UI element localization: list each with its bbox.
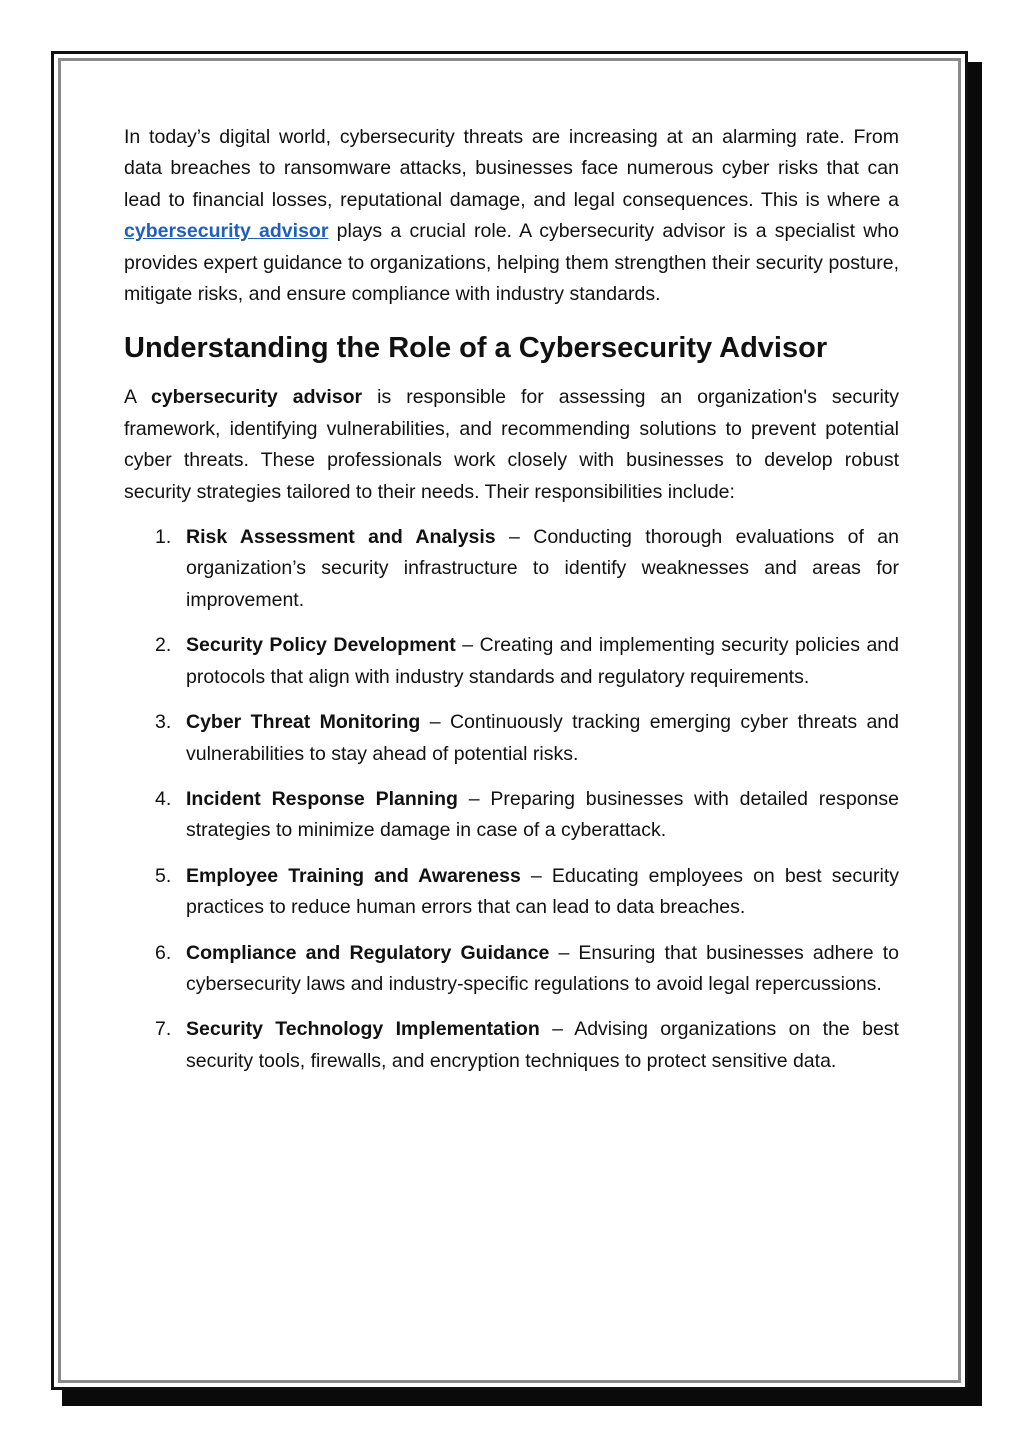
lead-prefix: A bbox=[124, 386, 151, 409]
list-item-title: Security Technology Implementation bbox=[186, 1018, 540, 1041]
list-number: 6. bbox=[155, 941, 172, 964]
list-number: 2. bbox=[155, 634, 172, 657]
list-item-text: – Ensuring that businesses adhere to cybersecurity laws and industry-specific regulations to avoid legal repercussions. bbox=[186, 941, 899, 995]
list-item bbox=[124, 707, 899, 770]
list-item-text: – Preparing businesses with detailed response strategies to minimize damage in case of a cyberattack. bbox=[186, 787, 899, 842]
lead-bold-term: cybersecurity advisor bbox=[150, 386, 363, 409]
document-body bbox=[124, 122, 899, 1091]
list-item bbox=[124, 630, 899, 693]
list-item-title: Employee Training and Awareness bbox=[186, 864, 521, 887]
list-number: 5. bbox=[155, 864, 172, 887]
intro-paragraph bbox=[124, 122, 899, 310]
list-item-title: Incident Response Planning bbox=[186, 787, 458, 810]
list-item-text: – Educating employees on best security practices to reduce human errors that can lead to data breaches. bbox=[186, 864, 899, 919]
list-item-text: – Continuously tracking emerging cyber threats and vulnerabilities to stay ahead of potential risks. bbox=[186, 711, 900, 765]
list-item-title: Cyber Threat Monitoring bbox=[186, 711, 421, 734]
list-item-title: Security Policy Development bbox=[186, 634, 456, 657]
list-item bbox=[124, 784, 899, 847]
cybersecurity-advisor-link[interactable]: cybersecurity advisor bbox=[124, 220, 329, 243]
list-item bbox=[124, 938, 899, 1001]
list-item bbox=[124, 861, 899, 924]
list-number: 4. bbox=[155, 787, 172, 810]
list-number: 3. bbox=[155, 711, 172, 734]
list-item-text: – Advising organizations on the best security tools, firewalls, and encryption techniques to protect sensitive data. bbox=[186, 1018, 899, 1072]
intro-text-start: In today’s digital world, cybersecurity threats are increasing at an alarming rate. From data breaches to ransomware attacks, businesses face numerous cyber risks that can lead to financial losses, reputational damage, and legal consequences. This is where a bbox=[124, 126, 899, 211]
list-item bbox=[124, 1014, 899, 1077]
list-number: 7. bbox=[155, 1018, 172, 1041]
lead-text: is responsible for assessing an organization's security framework, identifying vulnerabilities, and recommending solutions to prevent potential cyber threats. These professionals work closely with businesses to develop robust security strategies tailored to their needs. Their responsibilities include: bbox=[124, 386, 900, 503]
list-number: 1. bbox=[155, 526, 172, 549]
intro-text-end: plays a crucial role. A cybersecurity advisor is a specialist who provides expert guidance to organizations, helping them strengthen their security posture, mitigate risks, and ensure compliance with industry standards. bbox=[124, 220, 899, 306]
list-item-text: – Conducting thorough evaluations of an organization’s security infrastructure to identify weaknesses and areas for improvement. bbox=[186, 526, 899, 611]
list-item-title: Risk Assessment and Analysis bbox=[186, 526, 496, 549]
list-item-title: Compliance and Regulatory Guidance bbox=[186, 941, 550, 964]
lead-paragraph bbox=[124, 382, 899, 508]
responsibilities-list bbox=[124, 522, 899, 1077]
list-item-text: – Creating and implementing security policies and protocols that align with industry standards and regulatory requirements. bbox=[186, 634, 899, 688]
list-item bbox=[124, 522, 899, 616]
section-heading: Understanding the Role of a Cybersecurity Advisor bbox=[124, 332, 828, 365]
